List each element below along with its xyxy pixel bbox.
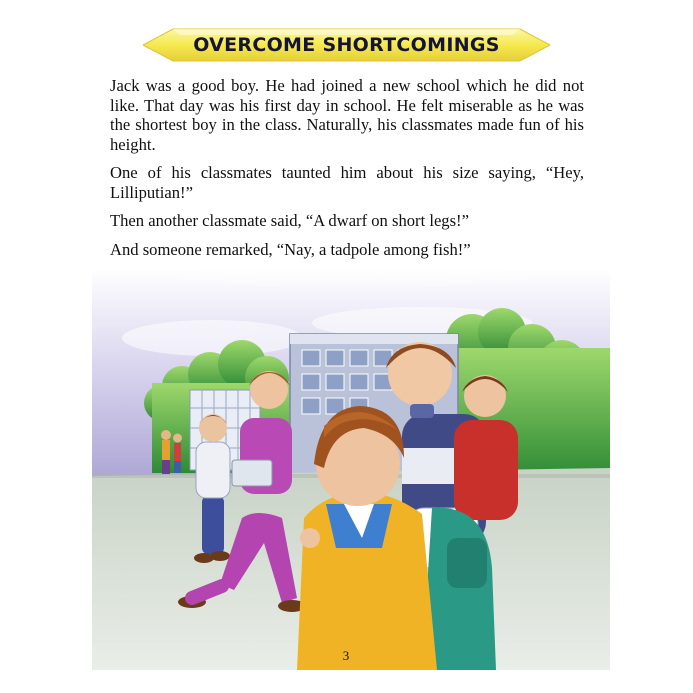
paragraph-4: And someone remarked, “Nay, a tadpole among fish!” — [110, 239, 471, 259]
school-yard-illustration — [92, 268, 610, 670]
title-banner — [143, 27, 550, 63]
page-number: 3 — [342, 648, 350, 663]
page-title: OVERCOME SHORTCOMINGS — [193, 34, 500, 56]
paragraph-3: Then another classmate said, “A dwarf on short legs!” — [110, 211, 469, 230]
paragraph-2: One of his classmates taunted him about his size saying, “Hey, Lilliputian!” — [110, 163, 584, 202]
story-text — [110, 76, 584, 268]
paragraph-1: Jack was a good boy. He had joined a new school which he did not like. That day was his first day in school. He felt miserable as he was the shortest boy in the class. Naturally, his classmates made fun of his height. — [110, 76, 584, 154]
